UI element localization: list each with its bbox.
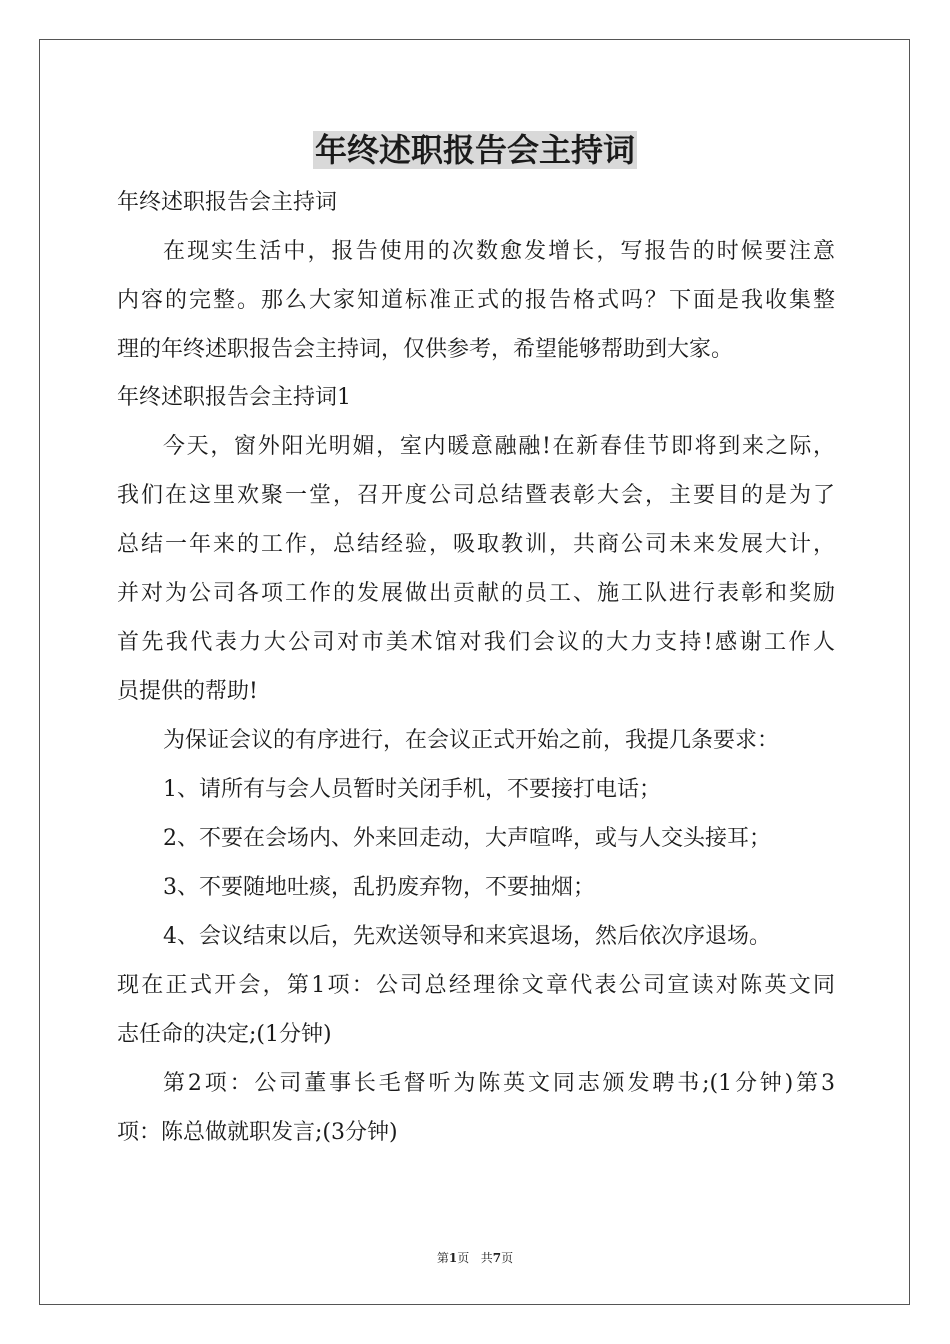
page-label-prefix: 第 bbox=[436, 1251, 449, 1265]
text-line: 4、会议结束以后，先欢送领导和来宾退场，然后依次序退场。 bbox=[163, 924, 771, 949]
text-line: 2、不要在会场内、外来回走动，大声喧哗，或与人交头接耳； bbox=[163, 826, 771, 851]
text-line: 项：陈总做就职发言;(3分钟) bbox=[117, 1120, 398, 1145]
text-line: 首先我代表力大公司对市美术馆对我们会议的大力支持!感谢工作人 bbox=[117, 630, 835, 655]
text-line: 今天，窗外阳光明媚，室内暖意融融!在新春佳节即将到来之际， bbox=[163, 434, 835, 459]
text-line: 理的年终述职报告会主持词，仅供参考，希望能够帮助到大家。 bbox=[117, 337, 734, 362]
text-line: 3、不要随地吐痰，乱扔废弃物，不要抽烟； bbox=[163, 875, 595, 900]
text-line: 第2项：公司董事长毛督听为陈英文同志颁发聘书;(1分钟)第3 bbox=[163, 1071, 835, 1096]
page-footer bbox=[0, 1249, 950, 1266]
text-line: 员提供的帮助! bbox=[117, 679, 258, 704]
document-title bbox=[0, 128, 950, 172]
total-label-prefix: 共 bbox=[480, 1251, 493, 1265]
text-line: 现在正式开会，第1项：公司总经理徐文章代表公司宣读对陈英文同 bbox=[117, 973, 835, 998]
text-line: 在现实生活中，报告使用的次数愈发增长，写报告的时候要注意 bbox=[163, 239, 835, 264]
page-number: 1 bbox=[448, 1251, 458, 1265]
text-line: 年终述职报告会主持词1 bbox=[117, 385, 351, 410]
text-line: 并对为公司各项工作的发展做出贡献的员工、施工队进行表彰和奖励 bbox=[117, 581, 835, 606]
document-body bbox=[117, 179, 835, 1157]
text-line: 内容的完整。那么大家知道标准正式的报告格式吗？下面是我收集整 bbox=[117, 288, 835, 313]
text-line: 我们在这里欢聚一堂，召开度公司总结暨表彰大会，主要目的是为了 bbox=[117, 483, 835, 508]
text-line: 年终述职报告会主持词 bbox=[117, 190, 338, 215]
document-title-text: 年终述职报告会主持词 bbox=[314, 131, 635, 169]
total-label-suffix: 页 bbox=[501, 1251, 514, 1265]
text-line: 志任命的决定;(1分钟) bbox=[117, 1022, 332, 1047]
total-pages: 7 bbox=[492, 1251, 502, 1265]
text-line: 1、请所有与会人员暂时关闭手机，不要接打电话； bbox=[163, 777, 661, 802]
page-label-suffix: 页 bbox=[457, 1251, 470, 1265]
text-line: 为保证会议的有序进行，在会议正式开始之前，我提几条要求： bbox=[163, 728, 780, 753]
text-line: 总结一年来的工作，总结经验，吸取教训，共商公司未来发展大计， bbox=[117, 532, 835, 557]
